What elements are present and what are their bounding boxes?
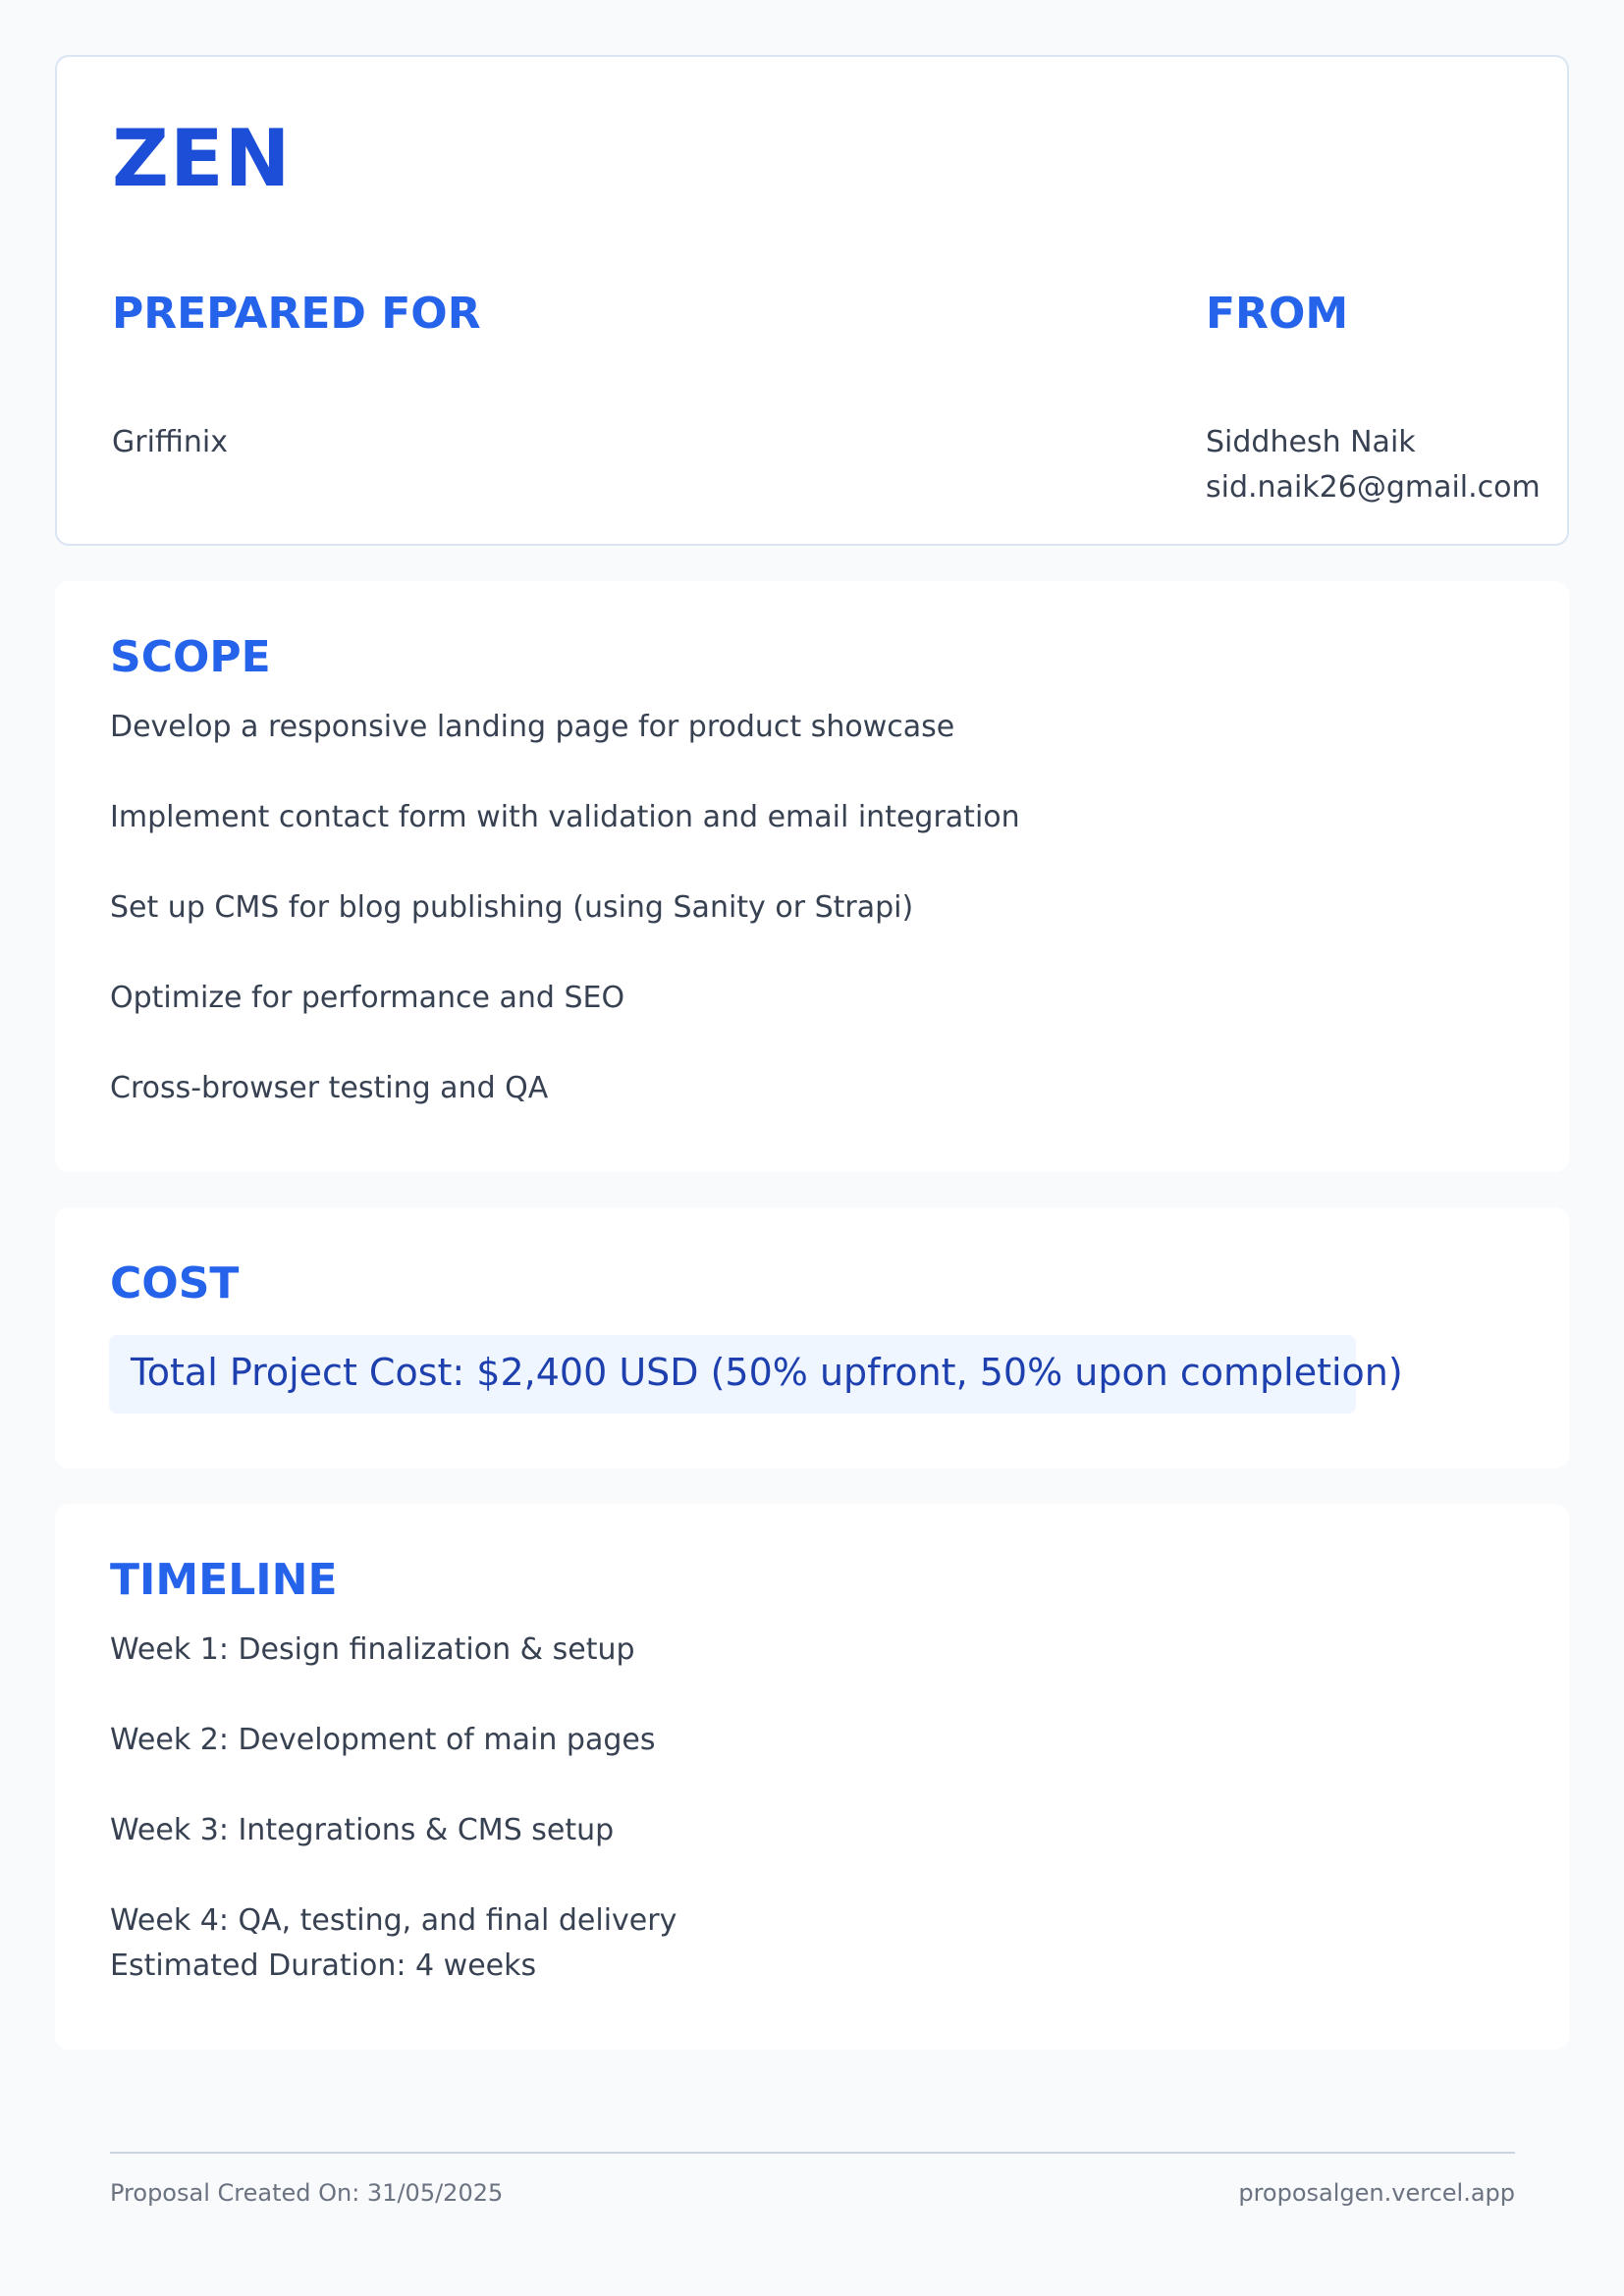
timeline-section (55, 1504, 1569, 2050)
cost-section (55, 1207, 1569, 1468)
proposal-created-date: Proposal Created On: 31/05/2025 (110, 2179, 504, 2207)
timeline-item: Week 1: Design finalization & setup (110, 1632, 635, 1667)
timeline-item: Week 2: Development of main pages (110, 1723, 656, 1757)
scope-item: Set up CMS for blog publishing (using Sanity or Strapi) (110, 890, 914, 925)
cost-highlight-box (109, 1335, 1403, 1414)
footer-divider (110, 2152, 1515, 2154)
scope-title: SCOPE (110, 632, 271, 682)
total-project-cost: Total Project Cost: $2,400 USD (50% upfront, 50% upon completion) (131, 1351, 1403, 1394)
footer-site-link[interactable]: proposalgen.vercel.app (1238, 2179, 1515, 2207)
scope-item: Develop a responsive landing page for product showcase (110, 710, 955, 744)
estimated-duration: Estimated Duration: 4 weeks (110, 1949, 537, 1983)
client-name: Griffinix (112, 425, 229, 459)
brand-title: ZEN (112, 113, 292, 204)
proposal-header-card (55, 55, 1569, 546)
timeline-item: Week 3: Integrations & CMS setup (110, 1813, 615, 1847)
prepared-for-label: PREPARED FOR (112, 289, 481, 339)
cost-title: COST (110, 1258, 240, 1308)
from-label: FROM (1206, 289, 1349, 339)
timeline-item: Week 4: QA, testing, and final delivery (110, 1903, 677, 1938)
scope-item: Implement contact form with validation and email integration (110, 800, 1020, 834)
timeline-title: TIMELINE (110, 1555, 338, 1605)
scope-section (55, 581, 1569, 1172)
sender-email: sid.naik26@gmail.com (1206, 470, 1541, 505)
scope-item: Optimize for performance and SEO (110, 981, 625, 1015)
scope-item: Cross-browser testing and QA (110, 1071, 549, 1105)
sender-name: Siddhesh Naik (1206, 425, 1416, 459)
